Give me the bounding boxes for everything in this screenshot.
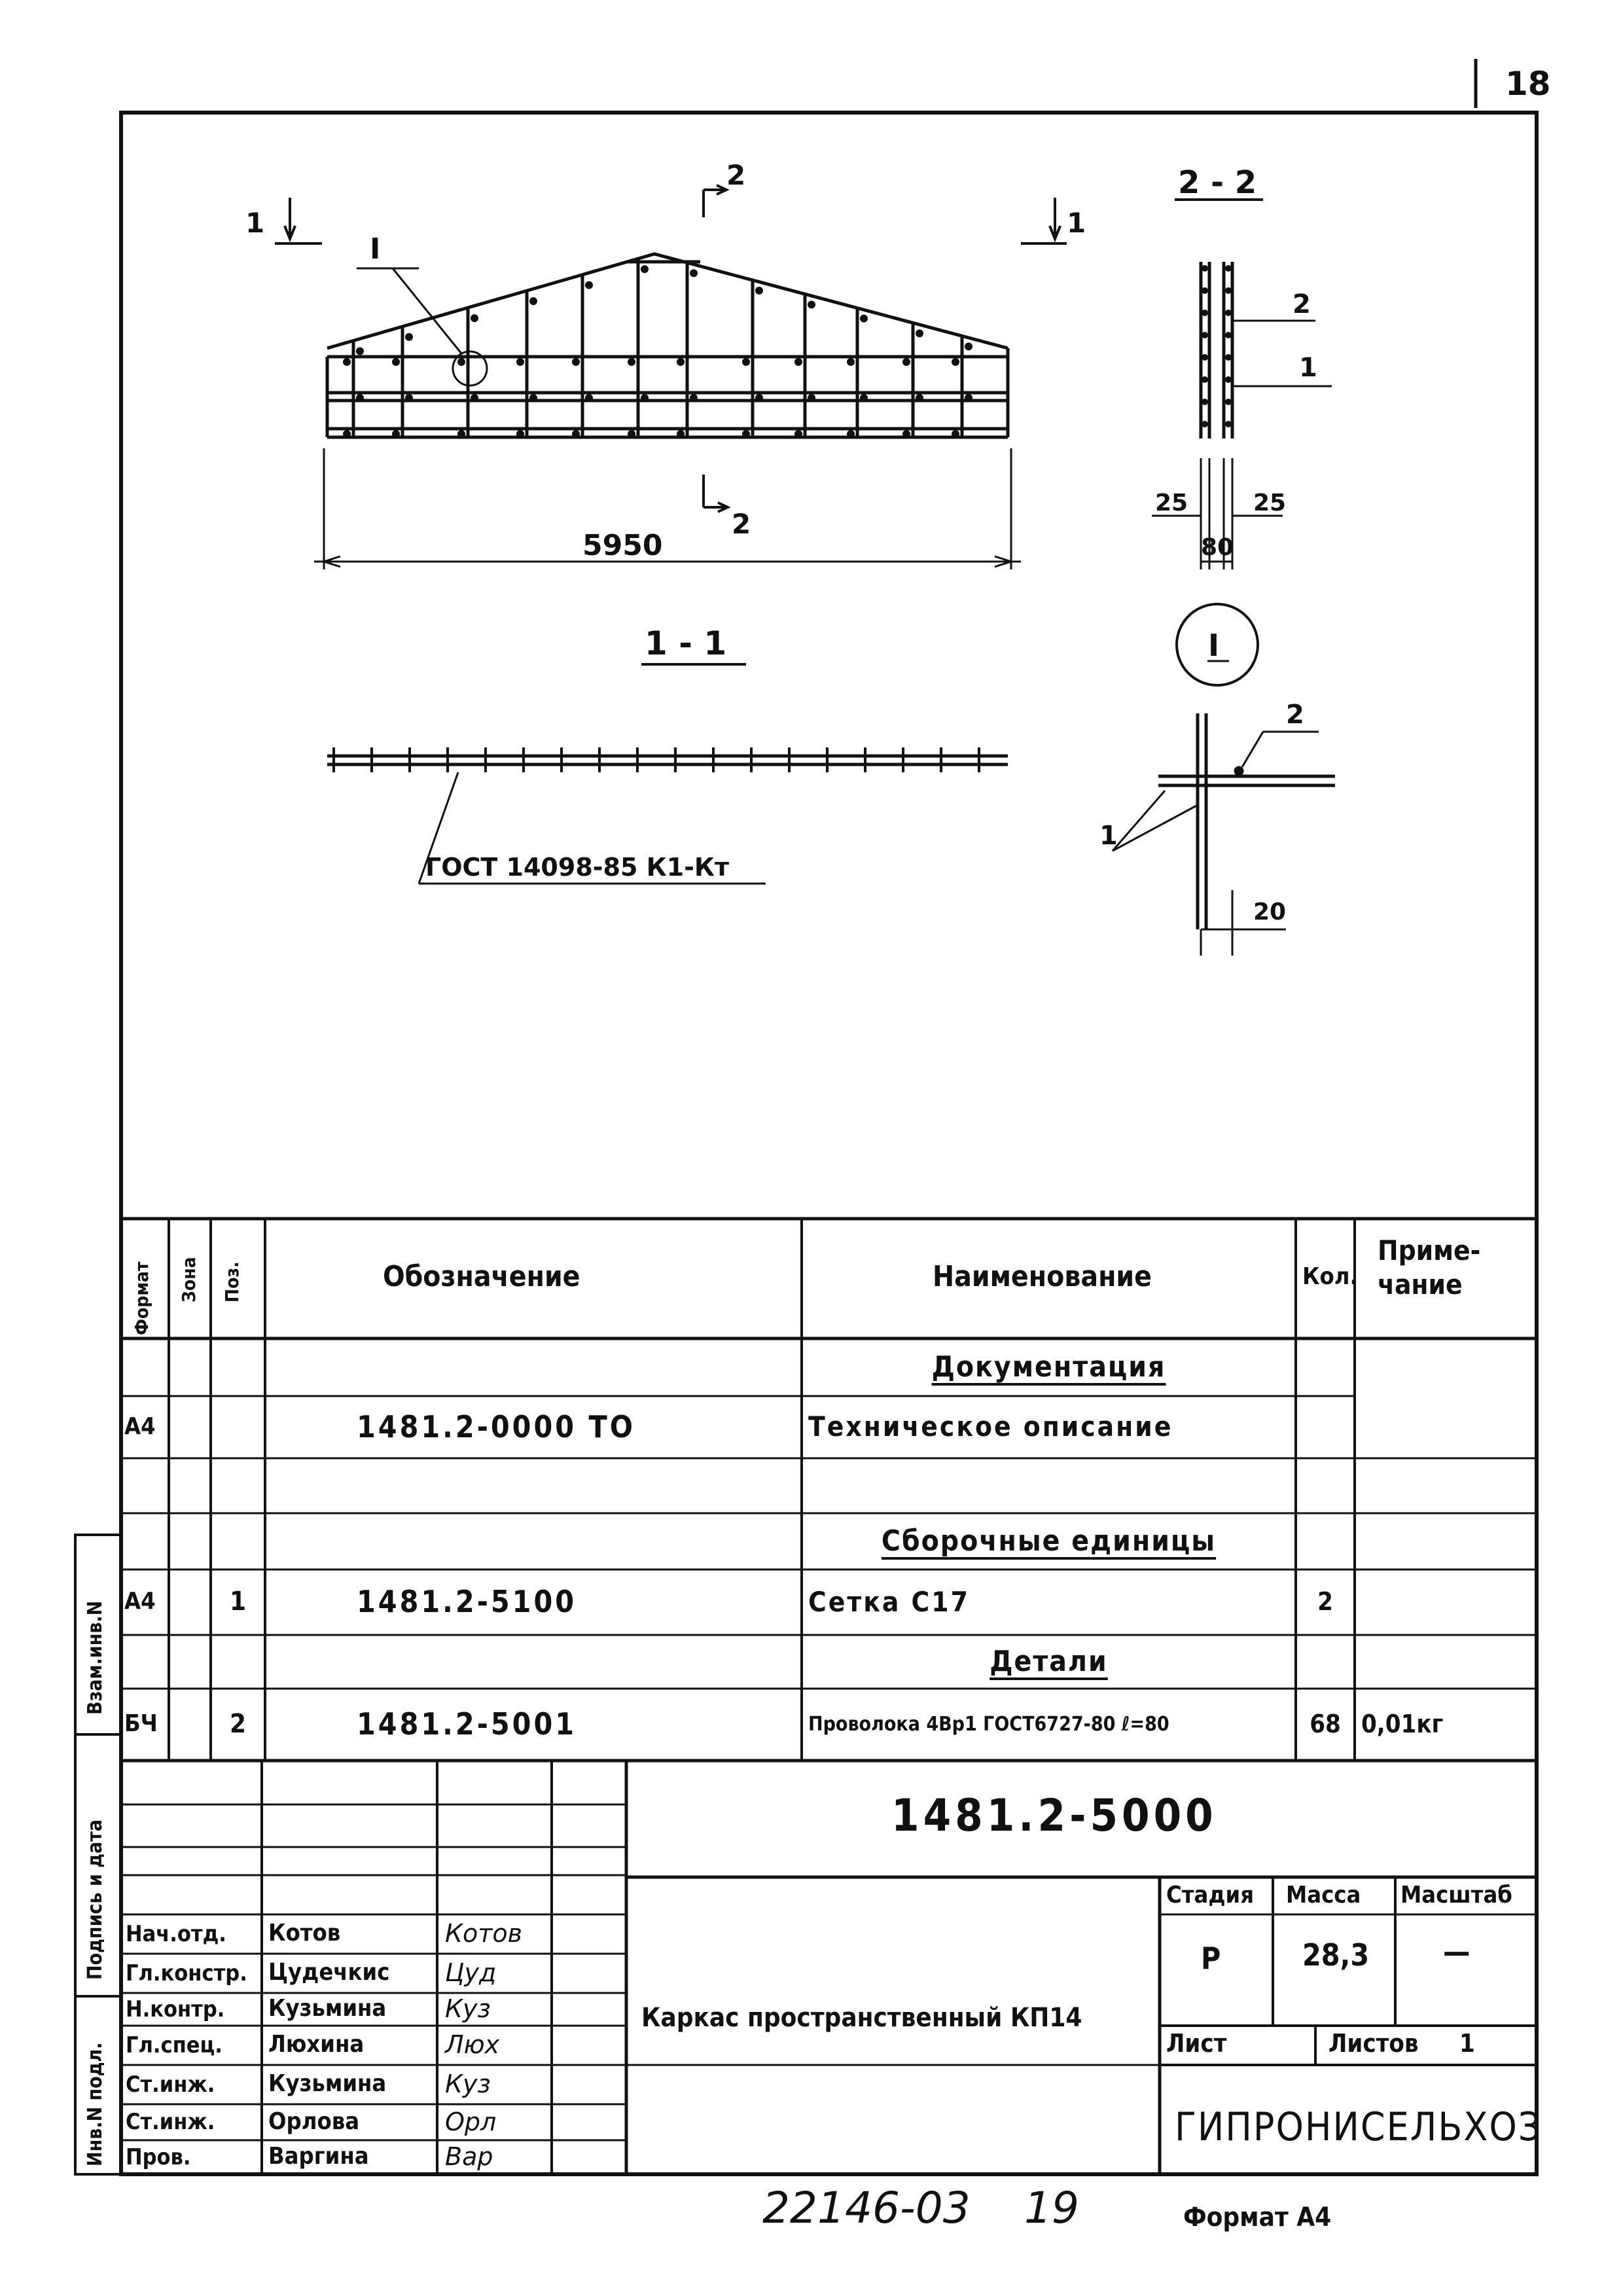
margin-label-podpis: Подпись и дата bbox=[84, 1819, 107, 1980]
node-pos1-label: 1 bbox=[1099, 821, 1118, 851]
spec-row-format: А4 bbox=[124, 1588, 156, 1615]
signer-name: Цудечкис bbox=[268, 1959, 390, 1986]
signer-role: Ст.инж. bbox=[126, 2071, 215, 2098]
spec-row-designation: 1481.2-5001 bbox=[357, 1706, 577, 1742]
scale-value: — bbox=[1443, 1934, 1471, 1969]
sheets-label: Листов bbox=[1329, 2029, 1419, 2058]
header-pos: Поз. bbox=[221, 1261, 243, 1302]
signer-name: Кузьмина bbox=[268, 1995, 387, 2022]
margin-label-vzam: Взам.инв.N bbox=[84, 1600, 107, 1715]
mass-label: Масса bbox=[1286, 1882, 1361, 1909]
mass-value: 28,3 bbox=[1302, 1937, 1370, 1973]
cut-1-left-label: 1 bbox=[245, 207, 265, 239]
spec-row-designation: 1481.2-5100 bbox=[357, 1584, 577, 1620]
header-note: Приме- чание bbox=[1378, 1234, 1481, 1300]
outer-frame bbox=[121, 113, 1537, 2174]
dim-80: 80 bbox=[1201, 534, 1234, 561]
signer-signature: Люх bbox=[445, 2030, 500, 2060]
spec-section-title: Сборочные единицы bbox=[881, 1524, 1217, 1558]
signer-name: Люхина bbox=[268, 2031, 365, 2058]
node-callout-label: I bbox=[370, 232, 381, 266]
stage-value: Р bbox=[1201, 1941, 1221, 1976]
sheet-label: Лист bbox=[1166, 2029, 1227, 2058]
spec-row-pos: 1 bbox=[229, 1587, 247, 1617]
frame-elevation bbox=[327, 254, 1008, 438]
header-format: Формат bbox=[131, 1261, 152, 1335]
spec-section-title: Документация bbox=[931, 1350, 1166, 1384]
scale-label: Масштаб bbox=[1400, 1882, 1512, 1909]
signer-role: Ст.инж. bbox=[126, 2109, 215, 2136]
cut-2-bottom-label: 2 bbox=[732, 508, 751, 540]
section-2-2-title: 2 - 2 bbox=[1178, 164, 1257, 201]
spec-row-format: А4 bbox=[124, 1412, 156, 1440]
signer-role: Нач.отд. bbox=[126, 1920, 226, 1947]
signer-role: Н.контр. bbox=[126, 1996, 225, 2022]
sheet-number: 18 bbox=[1505, 65, 1551, 103]
gost-label: ГОСТ 14098-85 К1-Кт bbox=[425, 853, 729, 882]
cut-1-right-label: 1 bbox=[1067, 207, 1086, 239]
dim-20: 20 bbox=[1253, 899, 1287, 925]
archive-number: 22146-03 bbox=[762, 2183, 971, 2233]
node-title: I bbox=[1208, 628, 1220, 663]
node-detail-view bbox=[1113, 713, 1335, 956]
dim-25-right: 25 bbox=[1253, 490, 1287, 516]
signer-signature: Орл bbox=[445, 2107, 497, 2136]
margin-label-inv: Инв.N подл. bbox=[84, 2042, 107, 2166]
spec-row-note: 0,01кг bbox=[1361, 1710, 1444, 1739]
section-1-1-title: 1 - 1 bbox=[645, 624, 727, 662]
node-pos2-label: 2 bbox=[1286, 700, 1304, 730]
stage-label: Стадия bbox=[1166, 1882, 1255, 1909]
signer-role: Пров. bbox=[126, 2144, 191, 2170]
signer-name: Котов bbox=[268, 1920, 341, 1947]
signer-signature: Котов bbox=[445, 1919, 523, 1948]
header-designation: Обозначение bbox=[383, 1260, 580, 1293]
signer-signature: Куз bbox=[445, 1994, 491, 2024]
spec-row-pos: 2 bbox=[229, 1709, 247, 1739]
spec-row-name: Сетка С17 bbox=[808, 1585, 970, 1618]
signer-signature: Вар bbox=[445, 2142, 493, 2172]
document-title: Каркас пространственный КП14 bbox=[641, 2003, 1082, 2033]
spec-row-name: Проволока 4Вр1 ГОСТ6727-80 ℓ=80 bbox=[808, 1713, 1169, 1736]
spec-table-grid bbox=[121, 1219, 1537, 1761]
length-dimension bbox=[314, 448, 1021, 569]
signer-name: Варгина bbox=[268, 2143, 369, 2170]
spec-section-title: Детали bbox=[990, 1644, 1108, 1678]
spec-row-format: БЧ bbox=[124, 1710, 158, 1738]
sec22-pos1-label: 1 bbox=[1299, 353, 1317, 383]
cut-2-marks bbox=[704, 185, 728, 512]
spec-row-name: Техническое описание bbox=[808, 1410, 1173, 1443]
signer-role: Гл.констр. bbox=[126, 1960, 247, 1986]
sheets-value: 1 bbox=[1459, 2029, 1475, 2058]
document-code: 1481.2-5000 bbox=[891, 1790, 1217, 1842]
spec-row-qty: 2 bbox=[1317, 1587, 1333, 1617]
footer-page-number: 19 bbox=[1024, 2183, 1079, 2233]
signer-name: Орлова bbox=[268, 2108, 360, 2135]
signer-signature: Куз bbox=[445, 2070, 491, 2099]
header-name: Наименование bbox=[933, 1260, 1152, 1293]
sheet-number-box bbox=[1476, 59, 1551, 108]
format-label: Формат А4 bbox=[1183, 2202, 1332, 2233]
organization-name: ГИПРОНИСЕЛЬХОЗ bbox=[1175, 2104, 1543, 2150]
signer-role: Гл.спец. bbox=[126, 2032, 223, 2058]
dim-25-left: 25 bbox=[1155, 490, 1188, 516]
signer-name: Кузьмина bbox=[268, 2070, 387, 2098]
length-dimension-value: 5950 bbox=[582, 529, 663, 562]
cut-2-top-label: 2 bbox=[726, 159, 746, 191]
header-qty: Кол. bbox=[1302, 1263, 1358, 1290]
spec-row-designation: 1481.2-0000 ТО bbox=[357, 1408, 635, 1444]
sec22-pos2-label: 2 bbox=[1293, 289, 1311, 319]
cut-1-marks bbox=[275, 198, 1067, 243]
header-zone: Зона bbox=[178, 1257, 200, 1302]
spec-row-qty: 68 bbox=[1310, 1710, 1341, 1739]
signer-signature: Цуд bbox=[445, 1958, 497, 1988]
